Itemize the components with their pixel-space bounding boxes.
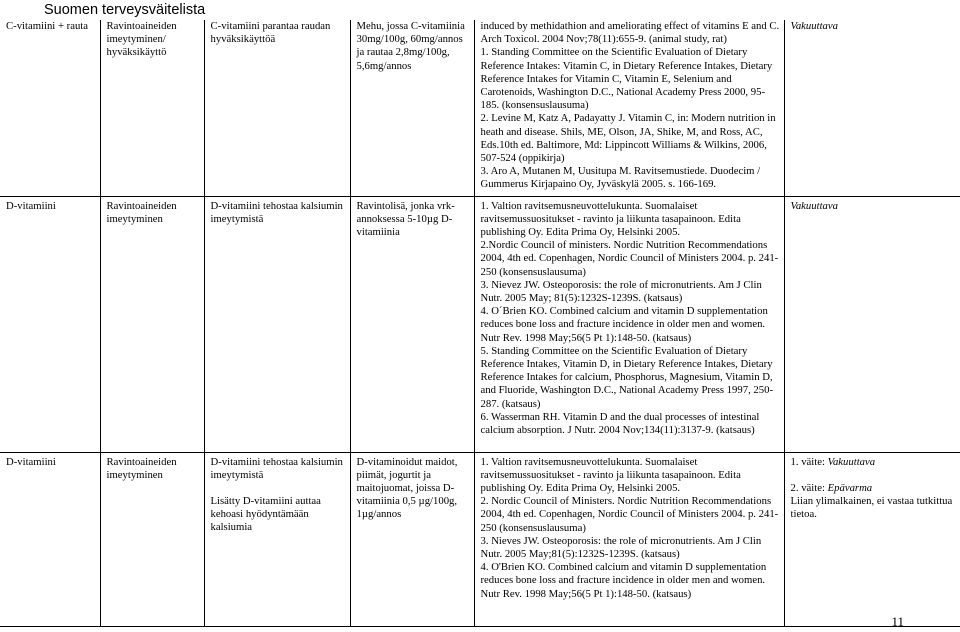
verdict-text: Vakuuttava — [790, 20, 838, 32]
verdict-prefix: 1. väite: — [790, 455, 828, 468]
function-category-cell — [100, 20, 204, 196]
nutrient-cell — [0, 196, 100, 452]
conditions-cell — [350, 20, 474, 196]
page-number: 11 — [891, 614, 904, 629]
verdict-prefix: 2. väite: — [790, 481, 828, 494]
reference-item: induced by methidathion and ameliorating effect of vitamins E and C. Arch Toxicol. 2004 Nov;78(11):655-9. (animal study, rat) — [480, 20, 780, 46]
reference-item: 2. Levine M, Katz A, Padayatty J. Vitamin C, in: Modern nutrition in heath and disease. Shils, ME, Olson, JA, Shike, M, and Ross, AC, Eds.10th ed. Baltimore, Md: Lippincott Williams & Wilkins, 2006, 507-524 (oppikirja) — [480, 112, 776, 165]
claim-extra-text: Lisätty D-vitamiini auttaa kehoasi hyödyntämään kalsiumia — [210, 495, 321, 534]
reference-item: 1. Valtion ravitsemusneuvottelukunta. Suomalaiset ravitsemussuositukset - ravinto ja liikunta tasapainoon. Edita publishing Oy. Edita Prima Oy, Helsinki 2005. — [480, 199, 741, 239]
verdict-cell — [784, 452, 960, 626]
verdict-text: Vakuuttava — [827, 455, 876, 468]
claim-cell — [204, 20, 350, 196]
claim-cell — [204, 196, 350, 452]
verdict-text: Epävarma — [827, 481, 873, 494]
function-category-text: Ravintoaineiden imeytyminen — [106, 199, 177, 225]
claims-table-wrapper — [0, 20, 960, 627]
reference-item: 1. Standing Committee on the Scientific Evaluation of Dietary Reference Intakes: Vitamin C, in Dietary Reference Intakes, Dietary Reference Intakes for Vitamin C, Vitamin E, Selenium and Carotenoids, Washington D.C., National Academy Press 2000, 95-185. (konsensuslausuma) — [480, 46, 773, 112]
nutrient-text: C-vitamiini + rauta — [6, 20, 89, 32]
reference-item: 6. Wasserman RH. Vitamin D and the dual processes of intestinal calcium absorption. J Nutr. 2004 Nov;134(11):3137-9. (katsaus) — [480, 410, 760, 437]
reference-item: 3. Nieves JW. Osteoporosis: the role of micronutrients. Am J Clin Nutr. 2005 May;81(5):1232S-1239S. (katsaus) — [480, 534, 762, 561]
reference-item: 2. Nordic Council of Ministers. Nordic Nutrition Recommendations 2004, 4th ed. Copenhagen, Nordic Council of Ministers 2004. p. 241-250 (konsensuslausuma) — [480, 495, 779, 534]
reference-item: 3. Nievez JW. Osteoporosis: the role of micronutrients. Am J Clin Nutr. 2005 May; 81(5):1232S-1239S. (katsaus) — [480, 278, 762, 305]
table-row — [0, 196, 960, 452]
table-row — [0, 20, 960, 196]
verdict-text: Vakuuttava — [790, 199, 838, 212]
claim-text: C-vitamiini parantaa raudan hyväksikäyttöä — [210, 20, 331, 46]
reference-item: 4. O´Brien KO. Combined calcium and vitamin D supplementation reduces bone loss and fracture incidence in older men and women. Nutr Rev. 1998 May;56(5 Pt 1):148-50. (katsaus) — [480, 305, 768, 344]
claim-cell — [204, 452, 350, 626]
reference-item: 1. Valtion ravitsemusneuvottelukunta. Suomalaiset ravitsemussuositukset - ravinto ja liikunta tasapainoon. Edita publishing Oy. Edita Prima Oy, Helsinki 2005. — [480, 455, 741, 495]
nutrient-cell — [0, 452, 100, 626]
claim-text: D-vitamiini tehostaa kalsiumin imeytymistä — [210, 199, 343, 225]
reference-item: 4. O'Brien KO. Combined calcium and vitamin D supplementation reduces bone loss and fracture incidence in older men and women. Nutr Rev. 1998 May;56(5 Pt 1):148-50. (katsaus) — [480, 561, 767, 600]
conditions-text: Mehu, jossa C-vitamiinia 30mg/100g, 60mg/annos ja rautaa 2,8mg/100g, 5,6mg/annos — [356, 20, 465, 72]
reference-item: 3. Aro A, Mutanen M, Uusitupa M. Ravitsemustiede. Duodecim / Gummerus Kirjapaino Oy, Jyväskylä 2005. s. 166-169. — [480, 165, 761, 191]
nutrient-cell — [0, 20, 100, 196]
function-category-text: Ravintoaineiden imeytyminen/ hyväksikäyttö — [106, 20, 177, 59]
references-cell — [474, 452, 784, 626]
conditions-cell — [350, 452, 474, 626]
claims-table — [0, 20, 960, 627]
verdict-cell — [784, 196, 960, 452]
claim-text: D-vitamiini tehostaa kalsiumin imeytymistä — [210, 455, 343, 481]
verdict-note: Liian ylimalkainen, ei vastaa tutkittua tietoa. — [790, 495, 953, 521]
conditions-cell — [350, 196, 474, 452]
function-category-cell — [100, 196, 204, 452]
verdict-line — [791, 456, 958, 469]
table-row — [0, 452, 960, 626]
nutrient-text: D-vitamiini — [6, 199, 56, 212]
document-title: Suomen terveysväitelista — [44, 2, 206, 18]
verdict-cell — [784, 20, 960, 196]
conditions-text: Ravintolisä, jonka vrk-annoksessa 5-10µg D-vitamiinia — [356, 199, 455, 239]
function-category-text: Ravintoaineiden imeytyminen — [106, 455, 177, 481]
references-cell — [474, 196, 784, 452]
function-category-cell — [100, 452, 204, 626]
reference-item: 2.Nordic Council of ministers. Nordic Nutrition Recommendations 2004, 4th ed. Copenhagen, Nordic Council of Ministers 2004. p. 241-250 (konsensuslausuma) — [480, 239, 779, 278]
references-cell — [474, 20, 784, 196]
verdict-line — [791, 482, 958, 495]
nutrient-text: D-vitamiini — [6, 455, 56, 468]
conditions-text: D-vitaminoidut maidot, piimät, jogurtit ja maitojuomat, joissa D-vitamiinia 0,5 µg/100g, 1µg/annos — [356, 455, 458, 521]
reference-item: 5. Standing Committee on the Scientific Evaluation of Dietary Reference Intakes, Vitamin D, in Dietary Reference Intakes, Dietary Reference Intakes for calcium, Phosphorus, Magnesium, Vitamin D, and Fluoride, Washington D.C., National Academy Press 1997, 250-287. (katsaus) — [480, 344, 774, 410]
